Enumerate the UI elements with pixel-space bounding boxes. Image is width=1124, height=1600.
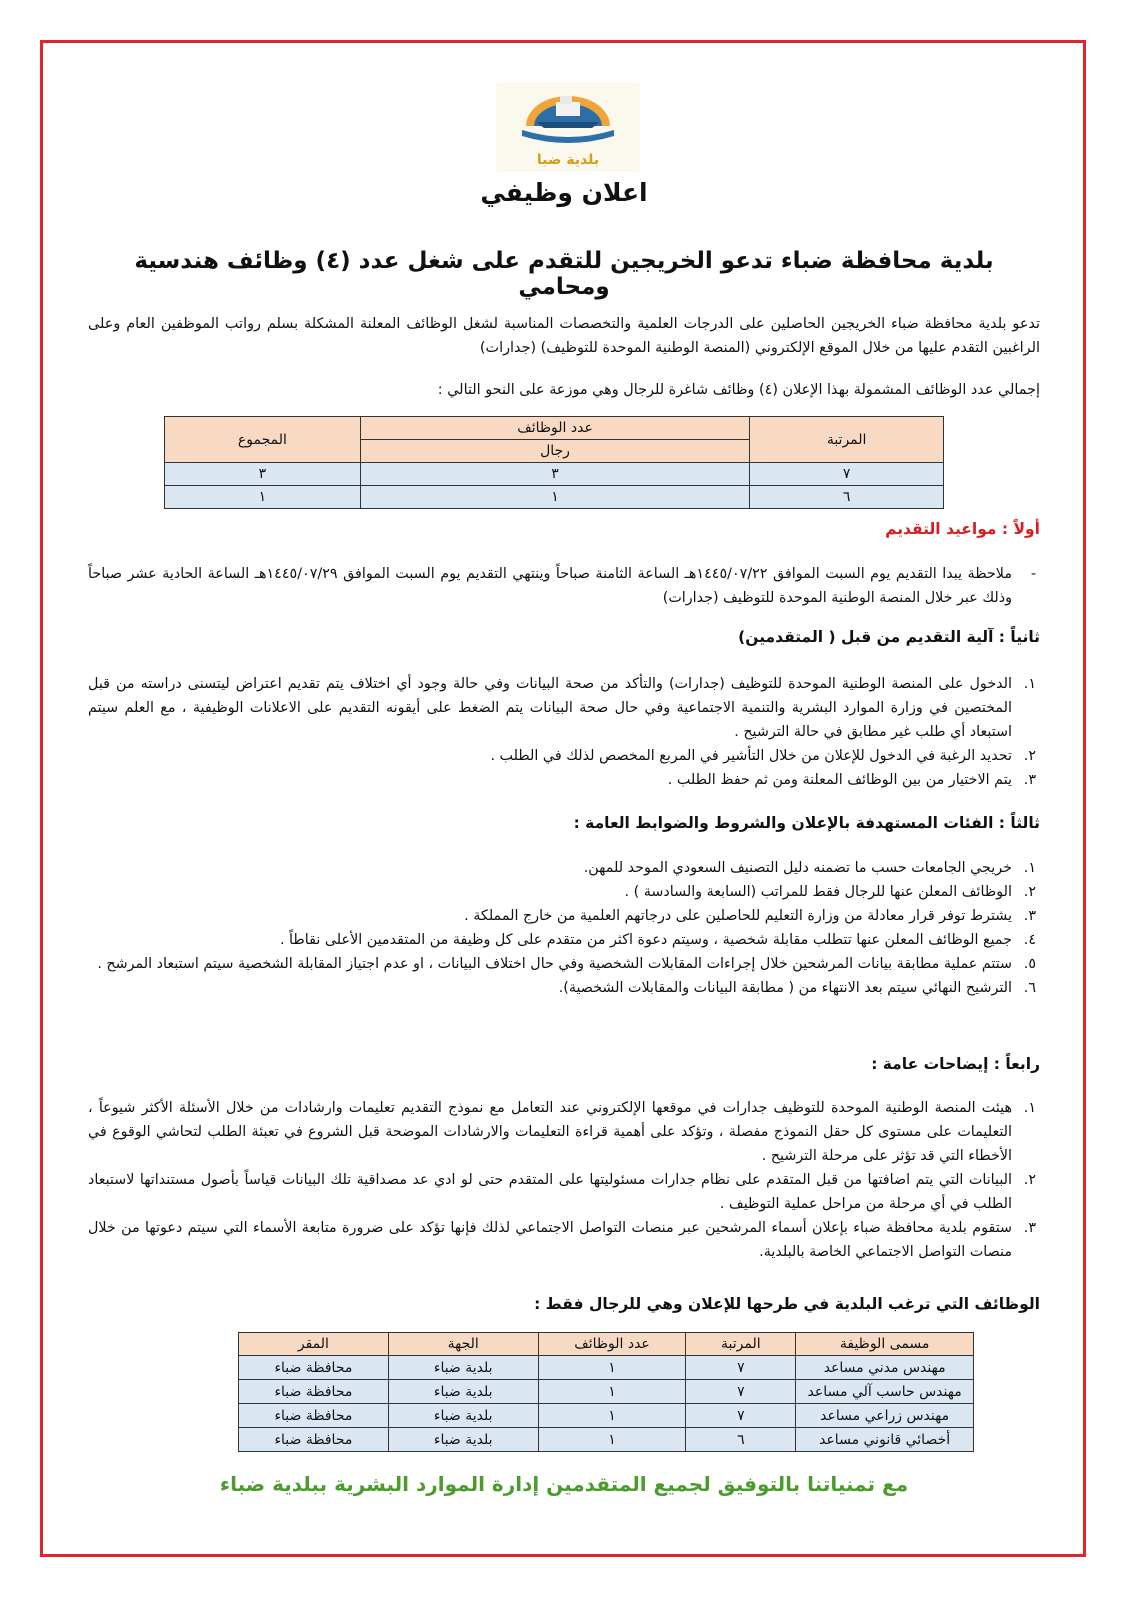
item-number: ٣.: [1023, 1220, 1036, 1236]
item-text: البيانات التي يتم اضافتها من قبل المتقدم على نظام جدارات مسئوليتها على المتقدم حتى لو ادي عد مصداقية تلك البيانات قياساً بأصول مستنداتها لاستبعاد الطلب في أي مرحلة من مراحل عملية التوظيف .: [88, 1172, 1012, 1212]
job-rank-cell: ٧: [686, 1380, 796, 1404]
page-title: اعلان وظيفي: [480, 178, 648, 207]
item-text: خريجي الجامعات حسب ما تضمنه دليل التصنيف السعودي الموحد للمهن.: [583, 860, 1012, 876]
list-item: [88, 856, 1040, 880]
item-number: ١.: [1023, 1100, 1036, 1116]
page-subtitle: بلدية محافظة ضباء تدعو الخريجين للتقدم على شغل عدد (٤) وظائف هندسية ومحامي: [134, 248, 994, 300]
job-count-cell: ١: [538, 1428, 686, 1452]
summary-header-men: رجال: [360, 440, 749, 463]
item-text: ستقوم بلدية محافظة ضباء بإعلان أسماء المرشحين عبر منصات التواصل الاجتماعي لذلك فإنها تؤكد على ضرورة متابعة الأسماء التي سيتم دعوتها من خلال منصات التواصل الاجتماعي الخاصة بالبلدية.: [88, 1220, 1012, 1260]
item-number: ٢.: [1023, 884, 1036, 900]
item-number: ٥.: [1023, 956, 1036, 972]
job-count-cell: ١: [538, 1380, 686, 1404]
jobs-header: المرتبة: [686, 1333, 796, 1356]
list-item: [88, 1168, 1040, 1216]
job-rank-cell: ٧: [686, 1404, 796, 1428]
section2-list: [88, 672, 1040, 792]
job-title-cell: مهندس حاسب آلي مساعد: [796, 1380, 974, 1404]
jobs-header-row: [239, 1333, 974, 1356]
job-entity-cell: بلدية ضباء: [388, 1428, 538, 1452]
summary-cell-rank: ٧: [750, 463, 944, 486]
list-item: [88, 768, 1040, 792]
item-text: يتم الاختيار من بين الوظائف المعلنة ومن ثم حفظ الطلب .: [667, 772, 1012, 788]
job-location-cell: محافظة ضباء: [239, 1404, 389, 1428]
item-number: ٣.: [1023, 772, 1036, 788]
job-entity-cell: بلدية ضباء: [388, 1356, 538, 1380]
summary-cell-rank: ٦: [750, 486, 944, 509]
summary-table: [164, 416, 944, 509]
list-item: [88, 976, 1040, 1000]
item-number: ١.: [1023, 676, 1036, 692]
job-title-cell: مهندس مدني مساعد: [796, 1356, 974, 1380]
summary-cell-men: ١: [360, 486, 749, 509]
table-row: [239, 1356, 974, 1380]
job-count-cell: ١: [538, 1404, 686, 1428]
list-item: [88, 904, 1040, 928]
summary-header-count: عدد الوظائف: [360, 417, 749, 440]
table-row: [165, 463, 944, 486]
jobs-header: مسمى الوظيفة: [796, 1333, 974, 1356]
logo-emblem-icon: [496, 82, 640, 152]
list-item: [88, 744, 1040, 768]
job-count-cell: ١: [538, 1356, 686, 1380]
table-row: [239, 1380, 974, 1404]
section3-list: [88, 856, 1040, 1000]
summary-cell-men: ٣: [360, 463, 749, 486]
section1-heading: أولاً : مواعيد التقديم: [885, 520, 1040, 538]
summary-header-total: المجموع: [165, 417, 361, 463]
item-number: ٢.: [1023, 1172, 1036, 1188]
jobs-header: عدد الوظائف: [538, 1333, 686, 1356]
list-item: [88, 880, 1040, 904]
summary-header-rank: المرتبة: [750, 417, 944, 463]
item-text: ستتم عملية مطابقة بيانات المرشحين خلال إجراءات المقابلات الشخصية وفي حال اختلاف البيانات ، او عدم اجتياز المقابلة الشخصية سيتم استبعاد المرشح .: [97, 956, 1012, 972]
job-location-cell: محافظة ضباء: [239, 1428, 389, 1452]
item-text: تحديد الرغبة في الدخول للإعلان من خلال التأشير في المربع المخصص لذلك في الطلب .: [490, 748, 1012, 764]
list-item: [88, 928, 1040, 952]
jobs-header: الجهة: [388, 1333, 538, 1356]
item-number: ٤.: [1023, 932, 1036, 948]
table-row: [239, 1404, 974, 1428]
note-bullet: -: [1030, 566, 1036, 582]
item-text: الترشيح النهائي سيتم بعد الانتهاء من ( مطابقة البيانات والمقابلات الشخصية).: [558, 980, 1012, 996]
list-item: [88, 1216, 1040, 1264]
item-text: يشترط توفر قرار معادلة من وزارة التعليم للحاصلين على درجاتهم العلمية من خارج المملكة .: [464, 908, 1012, 924]
footer-message: مع تمنياتنا بالتوفيق لجميع المتقدمين إدارة الموارد البشرية ببلدية ضباء: [219, 1472, 909, 1496]
item-number: ٣.: [1023, 908, 1036, 924]
job-entity-cell: بلدية ضباء: [388, 1404, 538, 1428]
municipality-logo: [496, 82, 640, 172]
job-rank-cell: ٦: [686, 1428, 796, 1452]
logo-text: بلدية ضبا: [536, 152, 600, 168]
item-text: جميع الوظائف المعلن عنها تتطلب مقابلة شخصية ، وسيتم دعوة اكثر من متقدم على كل وظيفة من المتقدمين الأعلى نقاطاً .: [279, 932, 1012, 948]
job-location-cell: محافظة ضباء: [239, 1356, 389, 1380]
section1-note: [88, 562, 1040, 610]
table-row: [239, 1428, 974, 1452]
summary-cell-total: ٣: [165, 463, 361, 486]
note-text: ملاحظة يبدا التقديم يوم السبت الموافق ١٤٤٥/٠٧/٢٢هـ الساعة الثامنة صباحاً وينتهي التقديم يوم السبت الموافق ١٤٤٥/٠٧/٢٩هـ الساعة الحادية عشر صباحاً وذلك عبر خلال المنصة الوطنية الموحدة للتوظيف (جدارات): [88, 566, 1012, 606]
item-number: ١.: [1023, 860, 1036, 876]
jobs-heading: الوظائف التي ترغب البلدية في طرحها للإعلان وهي للرجال فقط :: [534, 1295, 1040, 1313]
intro-paragraph: تدعو بلدية محافظة ضباء الخريجين الحاصلين على الدرجات العلمية والتخصصات المناسبة لشغل الوظائف المعلنة المشكلة بسلم رواتب الموظفين العام وعلى الراغبين التقدم عليها من خلال الموقع الإلكتروني (المنصة الوطنية الموحدة للتوظيف) (جدارات): [88, 316, 1040, 356]
summary-line: إجمالي عدد الوظائف المشمولة بهذا الإعلان (٤) وظائف شاغرة للرجال وهي موزعة على النحو التالي :: [437, 382, 1040, 398]
list-item: [88, 1096, 1040, 1168]
section4-heading: رابعاً : إيضاحات عامة :: [871, 1055, 1040, 1073]
job-rank-cell: ٧: [686, 1356, 796, 1380]
jobs-header: المقر: [239, 1333, 389, 1356]
job-location-cell: محافظة ضباء: [239, 1380, 389, 1404]
item-text: الدخول على المنصة الوطنية الموحدة للتوظيف (جدارات) والتأكد من صحة البيانات وفي حالة وجود أي اختلاف يتم تقديم اعتراض ليتسنى دراسته من قبل المختصين في وزارة الموارد البشرية والتنمية الاجتماعية وفي حال صحة البيانات يتم الضغط على أيقونه التقديم على الاعلانات الوظيفية ، مع العلم سيتم استبعاد أي طلب غير مطابق في حالة الترشيح .: [88, 676, 1012, 740]
job-entity-cell: بلدية ضباء: [388, 1380, 538, 1404]
jobs-table: [238, 1332, 974, 1452]
section4-list: [88, 1096, 1040, 1264]
item-text: هيئت المنصة الوطنية الموحدة للتوظيف جدارات في موقعها الإلكتروني عند التعامل مع نموذج التقديم تعليمات وارشادات من خلال الأسئلة الأكثر شيوعاً ، التعليمات على مستوى كل حقل النموذج مفصلة ، وتؤكد على أهمية قراءة التعليمات والارشادات الموضحة قبل الشروع في تعبئة الطلب لتحاشي الوقوع في الأخطاء التي قد تؤثر على مرحلة الترشيح .: [88, 1100, 1012, 1164]
table-row: [165, 486, 944, 509]
item-number: ٦.: [1023, 980, 1036, 996]
job-title-cell: أخصائي قانوني مساعد: [796, 1428, 974, 1452]
item-number: ٢.: [1023, 748, 1036, 764]
list-item: [88, 952, 1040, 976]
summary-cell-total: ١: [165, 486, 361, 509]
section3-heading: ثالثاً : الفئات المستهدفة بالإعلان والشروط والضوابط العامة :: [573, 814, 1040, 832]
list-item: [88, 672, 1040, 744]
item-text: الوظائف المعلن عنها للرجال فقط للمراتب (السابعة والسادسة ) .: [624, 884, 1012, 900]
section2-heading: ثانياً : آلية التقديم من قبل ( المتقدمين): [738, 628, 1040, 646]
job-title-cell: مهندس زراعي مساعد: [796, 1404, 974, 1428]
